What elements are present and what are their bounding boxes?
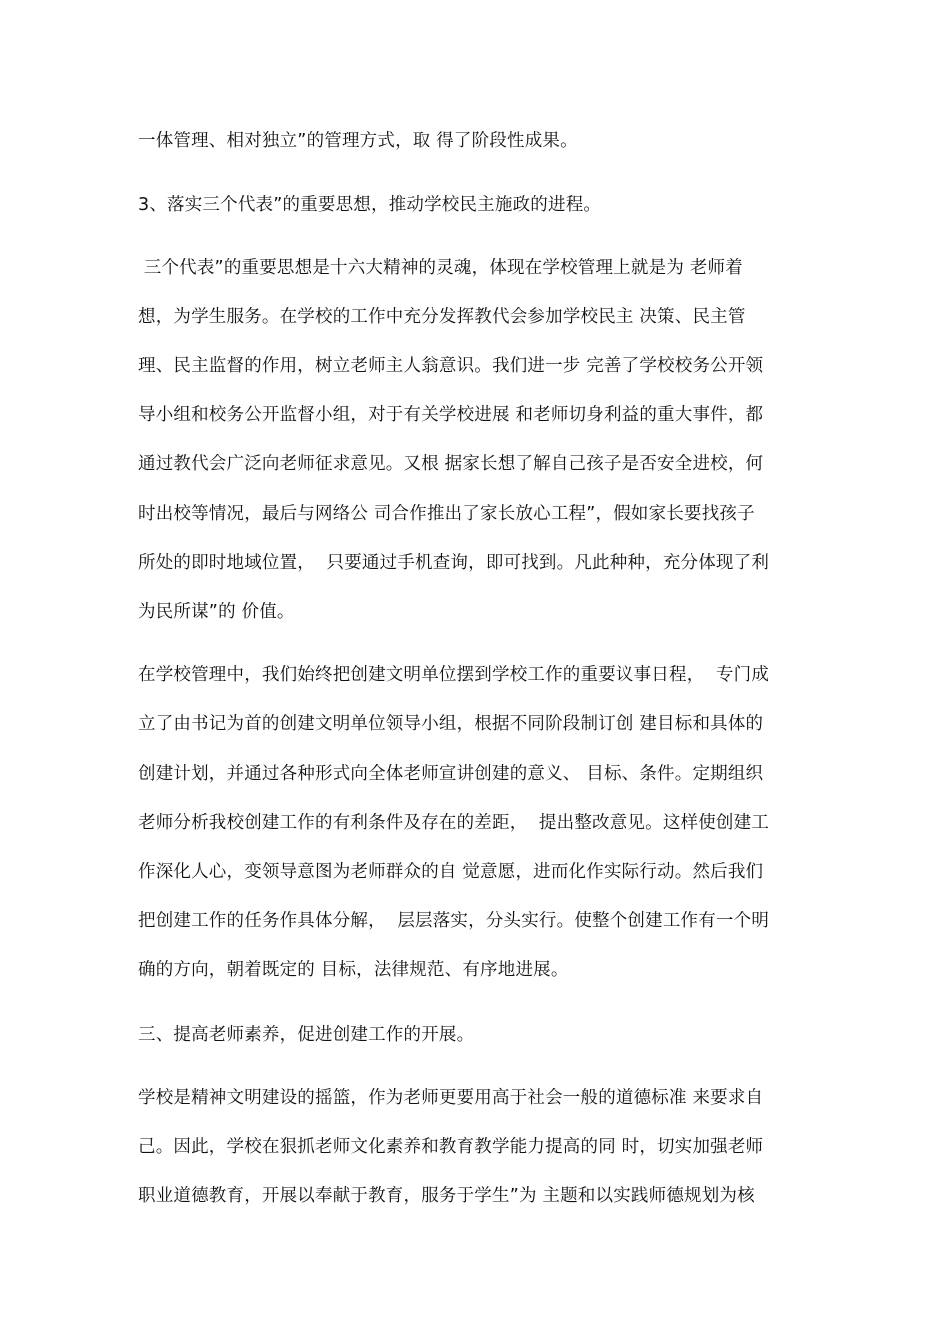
text-line: 学校是精神文明建设的摇篮，作为老师更要用高于社会一般的道德标准 来要求自 — [138, 1088, 764, 1108]
text-line: 创建计划，并通过各种形式向全体老师宣讲创建的意义、 目标、条件。定期组织 — [138, 764, 764, 784]
text-line: 为民所谋”的 价值。 — [138, 602, 295, 622]
text-line: 一体管理、相对独立”的管理方式，取 得了阶段性成果。 — [138, 131, 578, 151]
text-line: 3、落实三个代表”的重要思想，推动学校民主施政的进程。 — [138, 195, 602, 215]
text-line: 想，为学生服务。在学校的工作中充分发挥教代会参加学校民主 决策、民主管 — [138, 307, 746, 327]
text-line: 所处的即时地域位置， 只要通过手机查询，即可找到。凡此种种，充分体现了利 — [138, 553, 770, 573]
text-line: 导小组和校务公开监督小组，对于有关学校进展 和老师切身利益的重大事件，都 — [138, 405, 764, 425]
text-line: 作深化人心，变领导意图为老师群众的自 觉意愿，进而化作实际行动。然后我们 — [138, 862, 764, 882]
text-line: 老师分析我校创建工作的有利条件及存在的差距， 提出整改意见。这样使创建工 — [138, 813, 770, 833]
text-line: 理、民主监督的作用，树立老师主人翁意识。我们进一步 完善了学校校务公开领 — [138, 356, 764, 376]
text-line: 三个代表”的重要思想是十六大精神的灵魂，体现在学校管理上就是为 老师着 — [138, 258, 743, 278]
text-line: 在学校管理中，我们始终把创建文明单位摆到学校工作的重要议事日程， 专门成 — [138, 665, 770, 685]
text-line: 通过教代会广泛向老师征求意见。又根 据家长想了解自己孩子是否安全进校，何 — [138, 454, 764, 474]
text-line: 时出校等情况，最后与网络公 司合作推出了家长放心工程”，假如家长要找孩子 — [138, 504, 755, 524]
text-line: 确的方向，朝着既定的 目标，法律规范、有序地进展。 — [138, 960, 569, 980]
text-line: 立了由书记为首的创建文明单位领导小组，根据不同阶段制订创 建目标和具体的 — [138, 714, 764, 734]
text-line: 把创建工作的任务作具体分解， 层层落实，分头实行。使整个创建工作有一个明 — [138, 911, 770, 931]
text-line: 职业道德教育，开展以奉献于教育，服务于学生”为 主题和以实践师德规划为核 — [138, 1186, 755, 1206]
section-heading: 三、提高老师素养，促进创建工作的开展。 — [138, 1025, 475, 1045]
text-line: 己。因此，学校在狠抓老师文化素养和教育教学能力提高的同 时，切实加强老师 — [138, 1137, 764, 1157]
